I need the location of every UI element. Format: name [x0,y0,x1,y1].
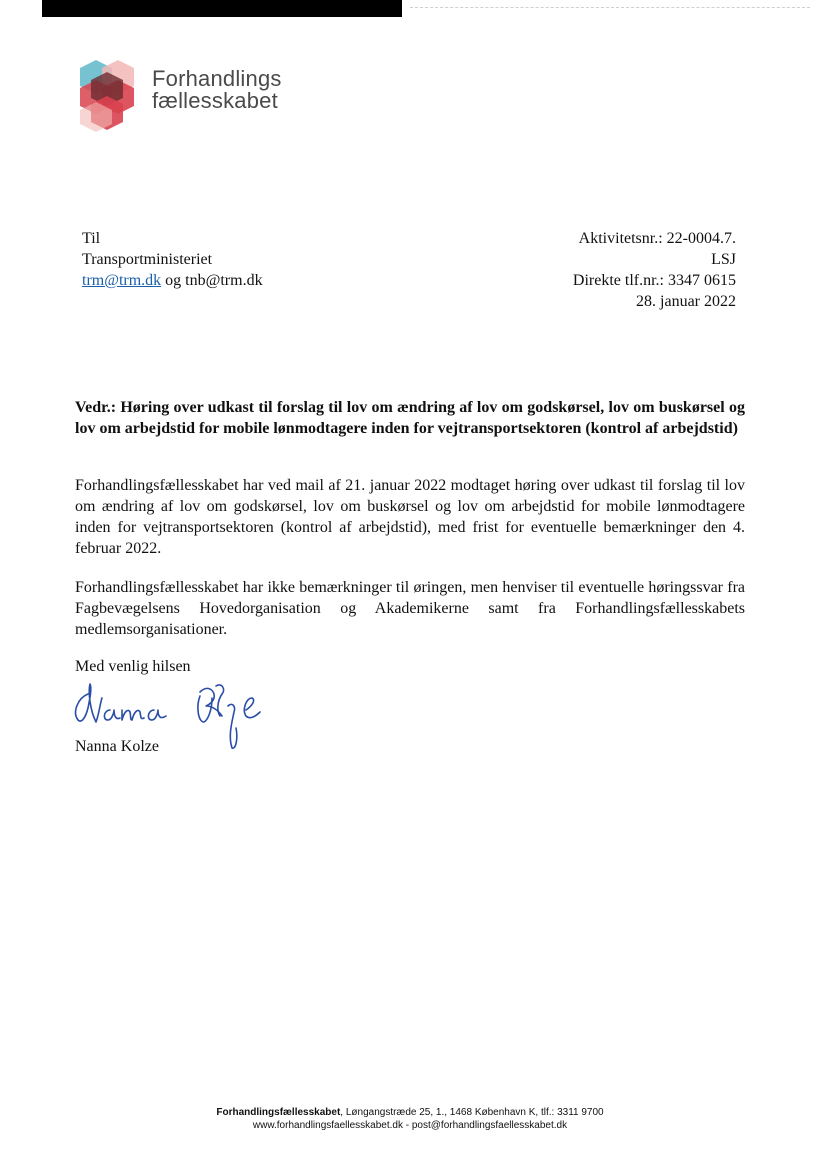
letter-meta [573,228,736,312]
recipient-emails [82,270,263,291]
recipient-block [82,228,263,291]
subject-line: Vedr.: Høring over udkast til forslag til lov om ændring af lov om godskørsel, lov om buskørsel og lov om arbejdstid for mobile lønmodtagere inden for vejtransportsektoren (kontrol af arbejdstid) [75,399,745,437]
recipient-label: Til [82,230,101,247]
footer-org-name: Forhandlingsfællesskabet [216,1107,341,1118]
initials: LSJ [711,251,736,268]
brand-name-line-1: Forhandlings [152,66,282,91]
closing-greeting: Med venlig hilsen [75,658,191,675]
brand-name [152,68,282,112]
scan-artifact-line [410,7,810,8]
footer-contact-line: www.forhandlingsfaellesskabet.dk - post@forhandlingsfaellesskabet.dk [252,1120,568,1131]
recipient-organisation: Transportministeriet [82,251,213,268]
email-tnb: tnb@trm.dk [185,272,263,289]
page-footer [0,1106,820,1132]
footer-address: , Løngangstræde 25, 1., 1468 København K, tlf.: 3311 9700 [340,1107,604,1118]
activity-number: Aktivitetsnr.: 22-0004.7. [578,230,736,247]
email-joiner: og [165,272,182,289]
hexagon-logo-icon [78,58,142,138]
brand-name-line-2: fællesskabet [152,88,278,113]
body-paragraph-1: Forhandlingsfællesskabet har ved mail af 21. januar 2022 modtaget høring over udkast til forslag til lov om ændring af lov om godskørsel, lov om buskørsel og lov om arbejdstid for mobile lønmodtagere inden for vejtransportsektoren (kontrol af arbejdstid), med frist for eventuelle bemærkninger den 4. februar 2022. [75,477,745,557]
email-link-trm[interactable]: trm@trm.dk [82,272,162,289]
letter-date: 28. januar 2022 [636,293,736,310]
brand-logo [78,58,338,138]
footer-address-line [0,1106,820,1119]
direct-phone: Direkte tlf.nr.: 3347 0615 [572,272,736,289]
redaction-bar [42,0,402,17]
body-paragraph-2: Forhandlingsfællesskabet har ikke bemærkninger til øringen, men henviser til eventuelle høringssvar fra Fagbevægelsens Hovedorganisation og Akademikerne samt fra Forhandlingsfællesskabets medlemsorganisationer. [75,579,745,638]
signer-name: Nanna Kolze [75,738,159,755]
